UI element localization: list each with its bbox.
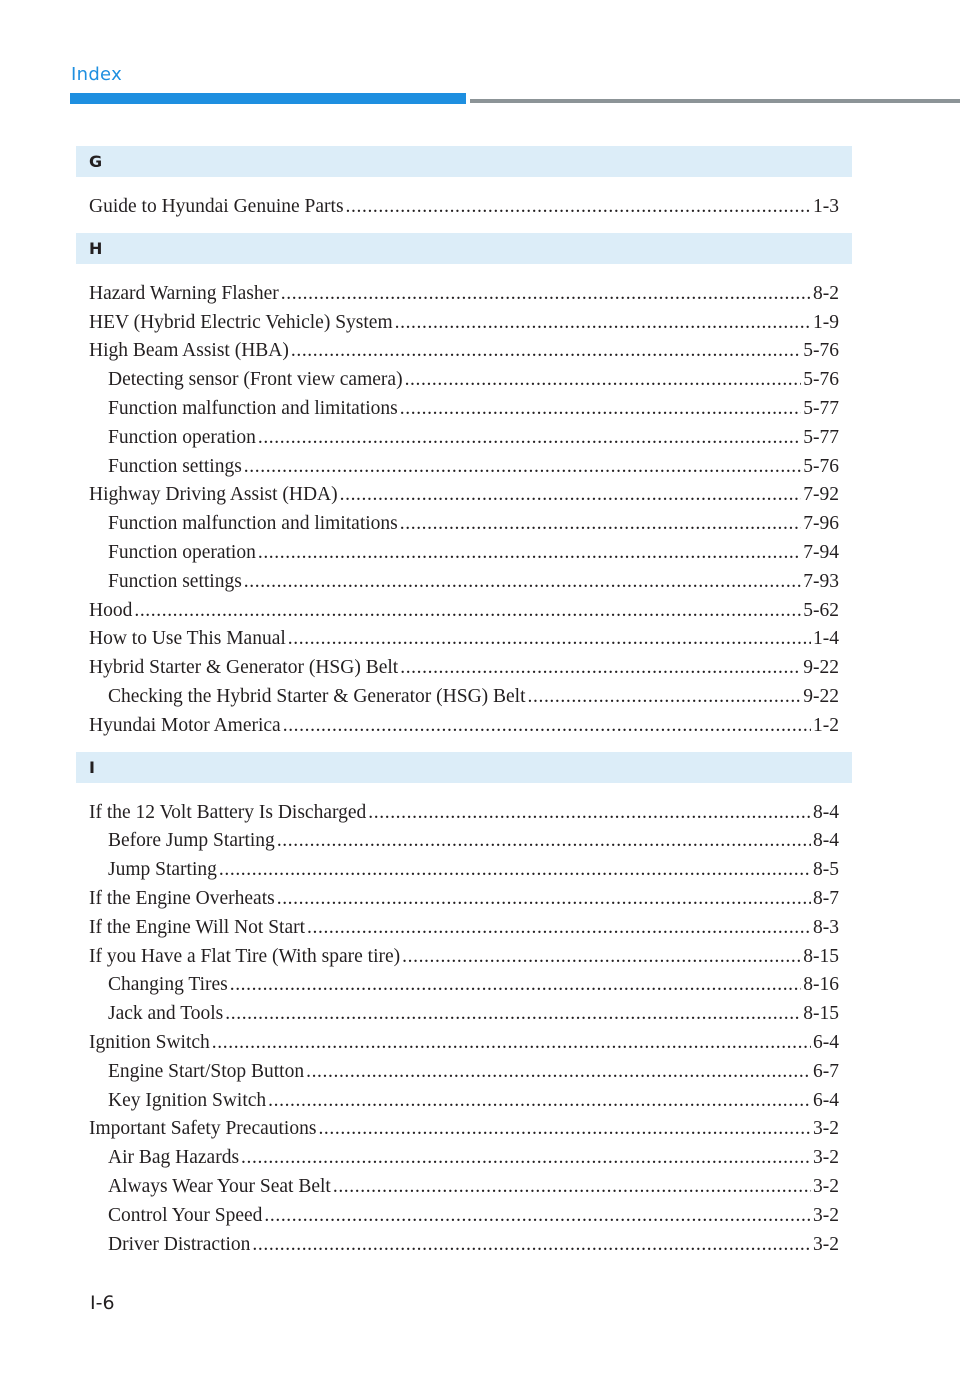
section-header-i: I — [76, 752, 852, 783]
entry-label: Highway Driving Assist (HDA) — [89, 484, 338, 506]
dot-leader — [340, 481, 802, 510]
entry-page-ref: 5-76 — [803, 455, 839, 477]
entry-page-ref: 8-2 — [813, 282, 839, 304]
index-list — [76, 146, 852, 1270]
entry-label: Jack and Tools — [108, 1003, 224, 1025]
index-subentry[interactable] — [76, 539, 852, 568]
dot-leader — [219, 856, 811, 885]
entry-label: If you Have a Flat Tire (With spare tire) — [89, 945, 401, 967]
index-subentry[interactable] — [76, 1000, 852, 1029]
dot-leader — [244, 568, 801, 597]
entry-page-ref: 7-92 — [803, 484, 839, 506]
entry-page-ref: 5-62 — [803, 599, 839, 621]
entry-page-ref: 6-4 — [813, 1089, 839, 1111]
entry-page-ref: 5-76 — [803, 340, 839, 362]
dot-leader — [134, 597, 801, 626]
index-entry[interactable] — [76, 625, 852, 654]
section-entries — [76, 177, 852, 233]
entry-label: Checking the Hybrid Starter & Generator (HSG) Belt — [108, 685, 526, 707]
dot-leader — [528, 683, 802, 712]
dot-leader — [283, 712, 811, 741]
entry-label: If the Engine Will Not Start — [89, 916, 306, 938]
dot-leader — [318, 1115, 811, 1144]
entry-page-ref: 7-93 — [803, 570, 839, 592]
entry-label: Ignition Switch — [89, 1031, 210, 1053]
entry-page-ref: 1-9 — [813, 311, 839, 333]
index-entry[interactable] — [76, 597, 852, 626]
dot-leader — [212, 1029, 811, 1058]
dot-leader — [306, 1058, 811, 1087]
entry-label: Before Jump Starting — [108, 830, 275, 852]
dot-leader — [277, 885, 811, 914]
entry-label: Function malfunction and limitations — [108, 513, 398, 535]
dot-leader — [400, 395, 801, 424]
entry-page-ref: 3-2 — [813, 1233, 839, 1255]
entry-page-ref: 8-4 — [813, 830, 839, 852]
entry-label: Guide to Hyundai Genuine Parts — [89, 196, 344, 217]
entry-page-ref: 1-4 — [813, 628, 839, 650]
dot-leader — [258, 539, 801, 568]
dot-leader — [252, 1231, 811, 1260]
index-subentry[interactable] — [76, 1202, 852, 1231]
index-subentry[interactable] — [76, 1144, 852, 1173]
entry-page-ref: 9-22 — [803, 685, 839, 707]
entry-label: Always Wear Your Seat Belt — [108, 1175, 331, 1197]
index-subentry[interactable] — [76, 1087, 852, 1116]
entry-page-ref: 8-3 — [813, 916, 839, 938]
entry-page-ref: 8-15 — [803, 1003, 839, 1025]
entry-label: Detecting sensor (Front view camera) — [108, 369, 403, 391]
dot-leader — [264, 1202, 811, 1231]
entry-page-ref: 1-2 — [813, 714, 839, 736]
index-subentry[interactable] — [76, 1058, 852, 1087]
index-entry[interactable] — [76, 193, 852, 222]
dot-leader — [230, 971, 802, 1000]
entry-label: If the Engine Overheats — [89, 887, 275, 909]
entry-page-ref: 6-7 — [813, 1060, 839, 1082]
dot-leader — [241, 1144, 811, 1173]
index-subentry[interactable] — [76, 395, 852, 424]
index-entry[interactable] — [76, 1029, 852, 1058]
index-entry[interactable] — [76, 337, 852, 366]
index-entry[interactable] — [76, 1115, 852, 1144]
entry-page-ref: 5-77 — [803, 426, 839, 448]
entry-page-ref: 8-7 — [813, 887, 839, 909]
entry-label: Air Bag Hazards — [108, 1147, 240, 1169]
entry-label: Key Ignition Switch — [108, 1089, 267, 1111]
index-entry[interactable] — [76, 309, 852, 338]
section-header-h: H — [76, 233, 852, 264]
entry-label: Function malfunction and limitations — [108, 397, 398, 419]
dot-leader — [368, 799, 811, 828]
index-entry[interactable] — [76, 280, 852, 309]
entry-label: If the 12 Volt Battery Is Discharged — [89, 801, 367, 823]
entry-label: Hood — [89, 599, 133, 621]
entry-label: HEV (Hybrid Electric Vehicle) System — [89, 311, 393, 333]
entry-label: Hybrid Starter & Generator (HSG) Belt — [89, 657, 399, 679]
entry-page-ref: 5-76 — [803, 369, 839, 391]
entry-label: Function settings — [108, 455, 242, 477]
dot-leader — [288, 625, 811, 654]
entry-page-ref: 7-94 — [803, 541, 839, 563]
entry-page-ref: 3-2 — [813, 1118, 839, 1140]
index-subentry[interactable] — [76, 366, 852, 395]
index-subentry[interactable] — [76, 453, 852, 482]
index-entry[interactable] — [76, 885, 852, 914]
index-entry[interactable] — [76, 712, 852, 741]
dot-leader — [268, 1087, 811, 1116]
section-header-g: G — [76, 146, 852, 177]
entry-page-ref: 8-4 — [813, 801, 839, 823]
dot-leader — [281, 280, 811, 309]
index-entry[interactable] — [76, 654, 852, 683]
entry-label: High Beam Assist (HBA) — [89, 340, 289, 362]
header-accent-bar — [70, 93, 466, 104]
index-subentry[interactable] — [76, 856, 852, 885]
entry-page-ref: 6-4 — [813, 1031, 839, 1053]
entry-label: Driver Distraction — [108, 1233, 251, 1255]
header-rule — [470, 99, 960, 103]
index-subentry[interactable] — [76, 1231, 852, 1260]
dot-leader — [291, 337, 801, 366]
entry-page-ref: 8-15 — [803, 945, 839, 967]
entry-page-ref: 5-77 — [803, 397, 839, 419]
index-entry[interactable] — [76, 943, 852, 972]
entry-page-ref: 8-16 — [803, 974, 839, 996]
index-subentry[interactable] — [76, 971, 852, 1000]
entry-page-ref: 1-3 — [813, 196, 839, 217]
entry-page-ref: 3-2 — [813, 1204, 839, 1226]
dot-leader — [346, 193, 811, 222]
dot-leader — [395, 309, 811, 338]
section-entries — [76, 783, 852, 1271]
entry-label: Function operation — [108, 541, 256, 563]
dot-leader — [307, 914, 811, 943]
page-number: I-6 — [90, 1292, 115, 1314]
entry-page-ref: 7-96 — [803, 513, 839, 535]
index-subentry[interactable] — [76, 683, 852, 712]
dot-leader — [244, 453, 801, 482]
entry-label: Jump Starting — [108, 859, 217, 881]
index-subentry[interactable] — [76, 827, 852, 856]
entry-label: Important Safety Precautions — [89, 1118, 317, 1140]
dot-leader — [405, 366, 802, 395]
entry-label: Function operation — [108, 426, 256, 448]
entry-page-ref: 3-2 — [813, 1147, 839, 1169]
index-entry[interactable] — [76, 481, 852, 510]
dot-leader — [258, 424, 801, 453]
entry-label: Engine Start/Stop Button — [108, 1060, 305, 1082]
entry-label: Control Your Speed — [108, 1204, 263, 1226]
entry-page-ref: 9-22 — [803, 657, 839, 679]
section-entries — [76, 264, 852, 752]
index-entry[interactable] — [76, 914, 852, 943]
entry-page-ref: 3-2 — [813, 1175, 839, 1197]
dot-leader — [400, 510, 801, 539]
index-subentry[interactable] — [76, 1173, 852, 1202]
index-subentry[interactable] — [76, 510, 852, 539]
index-subentry[interactable] — [76, 568, 852, 597]
entry-label: How to Use This Manual — [89, 628, 286, 650]
dot-leader — [333, 1173, 811, 1202]
dot-leader — [225, 1000, 801, 1029]
dot-leader — [277, 827, 811, 856]
entry-page-ref: 8-5 — [813, 859, 839, 881]
dot-leader — [400, 654, 801, 683]
entry-label: Hazard Warning Flasher — [89, 282, 279, 304]
entry-label: Changing Tires — [108, 974, 228, 996]
index-entry[interactable] — [76, 799, 852, 828]
dot-leader — [402, 943, 801, 972]
entry-label: Function settings — [108, 570, 242, 592]
index-subentry[interactable] — [76, 424, 852, 453]
entry-label: Hyundai Motor America — [89, 714, 281, 736]
page-header-title: Index — [71, 64, 123, 85]
